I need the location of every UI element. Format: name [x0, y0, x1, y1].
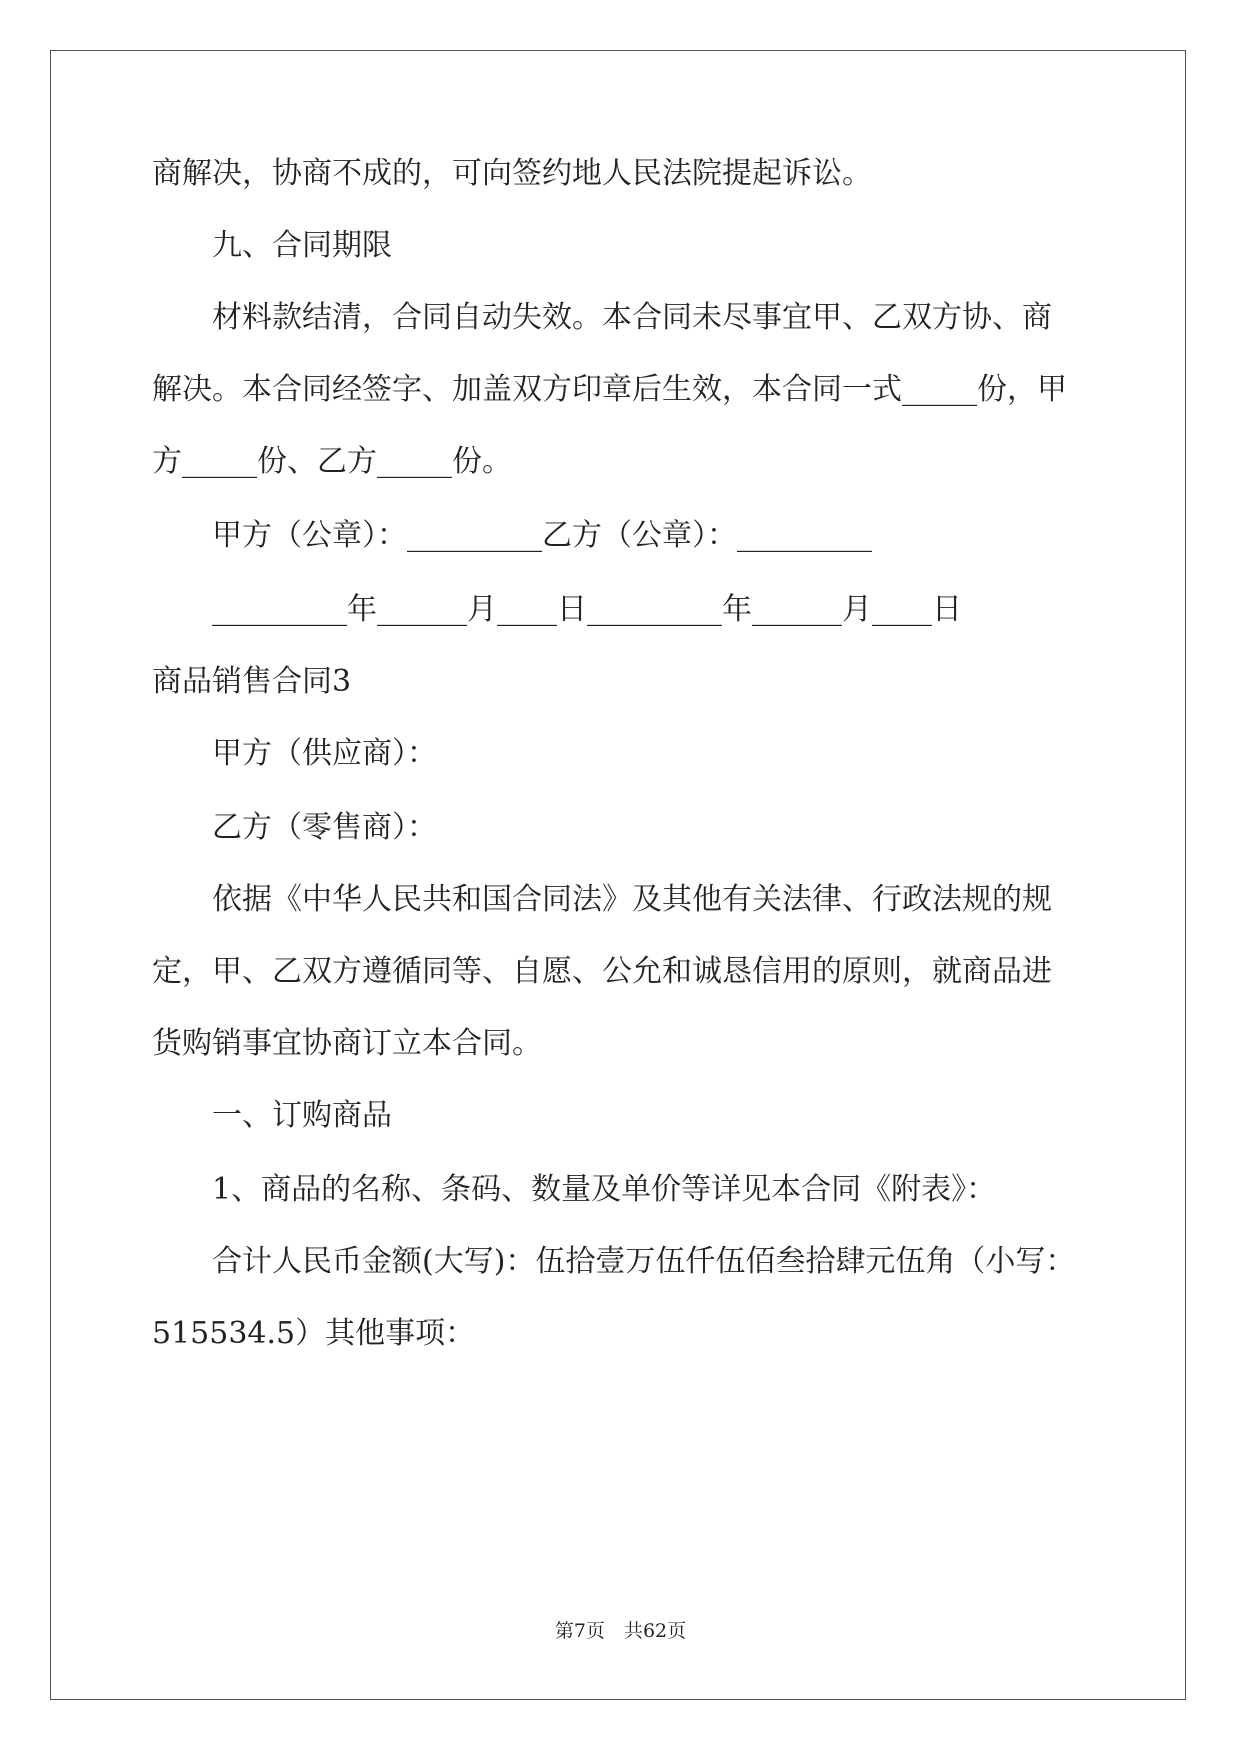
section-heading: 一、订购商品: [212, 1098, 392, 1133]
party-a-label: 甲方（供应商）：: [212, 736, 437, 771]
contract-title: 商品销售合同3: [152, 664, 352, 699]
date-line: _________年______月____日_________年______月____日: [212, 592, 962, 627]
signature-line: 甲方（公章）：_________乙方（公章）：_________: [212, 518, 872, 553]
party-b-label: 乙方（零售商）：: [212, 810, 437, 845]
paragraph-line: 依据《中华人民共和国合同法》及其他有关法律、行政法规的规: [212, 882, 1052, 917]
paragraph-line: 材料款结清，合同自动失效。本合同未尽事宜甲、乙双方协、商: [212, 300, 1052, 335]
paragraph-line: 定，甲、乙双方遵循同等、自愿、公允和诚恳信用的原则，就商品进: [152, 954, 1052, 989]
paragraph-line: 商解决，协商不成的，可向签约地人民法院提起诉讼。: [152, 156, 872, 191]
paragraph-line: 合计人民币金额(大写)：伍拾壹万伍仟伍佰叁拾肆元伍角（小写：: [212, 1244, 1076, 1279]
section-heading: 九、合同期限: [212, 228, 392, 263]
paragraph-line: 解决。本合同经签字、加盖双方印章后生效，本合同一式_____份，甲: [152, 372, 1067, 407]
page-border: [50, 50, 1186, 1700]
page-number-footer: 第7页 共62页: [554, 1620, 687, 1642]
paragraph-line: 货购销事宜协商订立本合同。: [152, 1026, 542, 1061]
paragraph-line: 方_____份、乙方_____份。: [152, 444, 512, 479]
paragraph-line: 1、商品的名称、条码、数量及单价等详见本合同《附表》：: [212, 1172, 997, 1207]
paragraph-line: 515534.5）其他事项：: [152, 1316, 476, 1351]
